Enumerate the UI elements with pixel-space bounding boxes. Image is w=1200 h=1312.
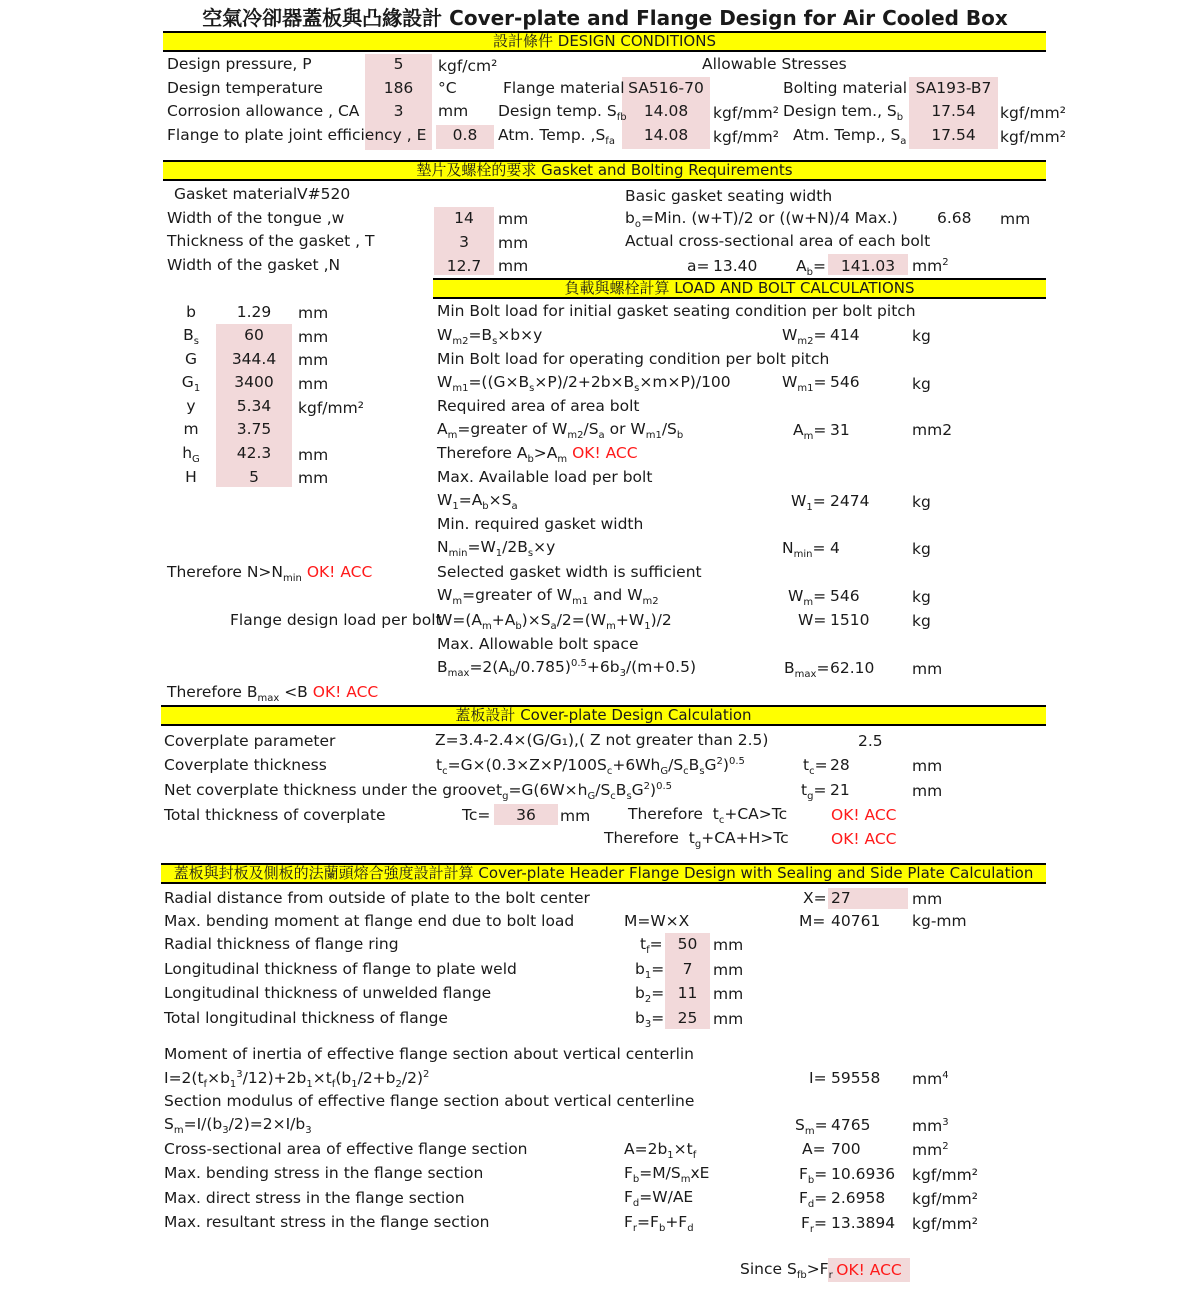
m-unit: kg-mm xyxy=(912,912,967,930)
b1-value: 7 xyxy=(682,960,693,978)
param-hg-name: $h_G$ xyxy=(182,444,200,466)
fr-value: 13.3894 xyxy=(831,1214,896,1232)
tf-symbol: $t_f=$ xyxy=(640,935,663,957)
z-formula: Z=3.4-2.4×(G/G₁),( Z not greater than 2.5) xyxy=(435,731,769,749)
i-value: 59558 xyxy=(831,1069,881,1087)
fd-value: 2.6958 xyxy=(831,1189,886,1207)
w1-value: 2474 xyxy=(830,492,870,510)
m-label: M= xyxy=(799,912,826,930)
a-flange-value: 700 xyxy=(831,1140,861,1158)
fd-formula: $F_d=W/AE$ xyxy=(624,1188,694,1210)
b2-value: 11 xyxy=(677,984,698,1002)
header-flange-header: 蓋板與封板及側板的法蘭頭熔合強度設計計算 Cover-plate Header Flange Design with Sealing and Side Plate Calculation xyxy=(161,863,1046,884)
sm-unit: $mm^3$ xyxy=(912,1116,949,1135)
max-available-label: Max. Available load per bolt xyxy=(437,468,653,486)
bolt-atm-temp-value: 17.54 xyxy=(931,126,976,144)
param-bs-unit: mm xyxy=(298,328,329,346)
bmax-value: 62.10 xyxy=(830,659,875,677)
bolt-atm-temp-unit: kgf/mm² xyxy=(1000,128,1066,146)
tg-check: Therefore $t_g+CA+H>Tc$ xyxy=(604,829,789,851)
fr-formula: $F_r=F_b+F_d$ xyxy=(624,1213,694,1235)
wm2-unit: kg xyxy=(912,327,931,345)
ab-unit: $mm^2$ xyxy=(912,256,949,275)
min-operating-label: Min Bolt load for operating condition per bolt pitch xyxy=(437,350,830,368)
tg-check-ok: OK! ACC xyxy=(831,830,897,848)
i-label: I= xyxy=(809,1069,827,1087)
tc-label: $t_c=$ xyxy=(803,756,828,778)
fb-formula: $F_b=M/S_mxE$ xyxy=(624,1164,710,1186)
param-h-unit: mm xyxy=(298,469,329,487)
tc-check-ok: OK! ACC xyxy=(831,806,897,824)
nmin-unit: kg xyxy=(912,540,931,558)
b2-unit: mm xyxy=(713,985,744,1003)
bmax-ok: OK! ACC xyxy=(312,683,379,701)
flange-atm-temp-label: Atm. Temp. $,S_{fa}$ xyxy=(498,126,615,148)
a-label: a= xyxy=(687,257,710,275)
bolt-design-temp-label: Design tem., $S_b$ xyxy=(783,102,904,124)
bmax-label: $B_{max}=$ xyxy=(784,659,830,681)
w1-formula: $W_1=A_b\times S_a$ xyxy=(437,491,518,513)
bmax-unit: mm xyxy=(912,660,943,678)
m-value: 40761 xyxy=(831,912,881,930)
bolt-atm-temp-label: Atm. Temp., $S_a$ xyxy=(793,126,907,148)
min-seating-label: Min Bolt load for initial gasket seating condition per bolt pitch xyxy=(437,302,916,320)
gasket-header: 墊片及螺栓的要求 Gasket and Bolting Requirements xyxy=(163,160,1046,181)
am-unit: mm2 xyxy=(912,421,953,439)
tongue-value: 14 xyxy=(454,209,474,227)
wm1-label: $W_{m1}=$ xyxy=(782,373,827,395)
corrosion-unit: mm xyxy=(438,102,469,120)
pressure-label: Design pressure, P xyxy=(167,55,312,73)
tc-check: Therefore $t_c+CA>Tc$ xyxy=(628,805,788,827)
x-unit: mm xyxy=(912,890,943,908)
w1-unit: kg xyxy=(912,493,931,511)
gasket-width-label: Width of the gasket ,N xyxy=(167,256,341,274)
wm-value: 546 xyxy=(830,587,860,605)
wm1-unit: kg xyxy=(912,375,931,393)
param-g1-value: 3400 xyxy=(234,373,274,391)
load-header: 負載與螺栓計算 LOAD AND BOLT CALCULATIONS xyxy=(433,278,1046,299)
total-thickness-value: 36 xyxy=(516,806,536,824)
b3-unit: mm xyxy=(713,1010,744,1028)
param-g1-name: $G_1$ xyxy=(181,373,201,395)
b3-label: Total longitudinal thickness of flange xyxy=(164,1009,448,1027)
z-value: 2.5 xyxy=(858,732,883,750)
temperature-unit: °C xyxy=(438,79,457,97)
param-b-name: b xyxy=(186,303,196,321)
pressure-value: 5 xyxy=(393,55,404,73)
param-g-unit: mm xyxy=(298,351,329,369)
param-b-unit: mm xyxy=(298,304,329,322)
tf-unit: mm xyxy=(713,936,744,954)
param-b-value: 1.29 xyxy=(236,303,272,321)
tc-value: 28 xyxy=(830,756,850,774)
sm-formula: $S_m=I/(b_3/2)=2\times I/b_3$ xyxy=(164,1115,312,1137)
fd-label: Max. direct stress in the flange section xyxy=(164,1189,465,1207)
ab-label: $A_b=$ xyxy=(796,257,826,279)
param-m-name: m xyxy=(183,420,199,438)
w-formula: $W=(A_m+A_b)\times S_a/2=(W_m+W_1)/2$ xyxy=(437,611,672,633)
ab-am-ok: OK! ACC xyxy=(572,444,638,462)
b1-label: Longitudinal thickness of flange to plate weld xyxy=(164,960,517,978)
b3-value: 25 xyxy=(677,1009,698,1027)
b2-symbol: $b_2=$ xyxy=(635,984,665,1006)
inertia-formula: $I=2(t_f\times b_1^3/12)+2b_1\times t_f(b_1/2+b_2/2)^2$ xyxy=(164,1068,430,1091)
tongue-label: Width of the tongue ,w xyxy=(167,209,345,227)
inertia-label: Moment of inertia of effective flange section about vertical centerlin xyxy=(164,1045,695,1063)
param-y-value: 5.34 xyxy=(236,397,272,415)
param-m-value: 3.75 xyxy=(236,420,272,438)
basic-width-label: Basic gasket seating width xyxy=(625,187,833,205)
a-flange-unit: $mm^2$ xyxy=(912,1140,949,1159)
nmin-formula: $N_{min}=W_1/2B_s\times y$ xyxy=(437,538,556,560)
w-label: W= xyxy=(798,611,827,629)
nmin-label: $N_{min}=$ xyxy=(782,539,826,561)
coverplate-header: 蓋板設計 Cover-plate Design Calculation xyxy=(161,705,1046,726)
net-thickness-label: Net coverplate thickness under the groove xyxy=(164,781,496,799)
param-bs-name: $B_s$ xyxy=(183,326,199,348)
n-nmin-check: Therefore $N>N_{min}$ OK! ACC xyxy=(167,563,373,585)
sm-label: $S_m=$ xyxy=(795,1116,828,1138)
tg-formula: $t_g=G(6W\times h_G/S_cB_sG^2)^{0.5}$ xyxy=(496,780,673,803)
flange-atm-temp-unit: kgf/mm² xyxy=(713,128,779,146)
radial-distance-label: Radial distance from outside of plate to the bolt center xyxy=(164,889,590,907)
fb-symbol: $F_b=$ xyxy=(799,1165,828,1187)
fr-symbol: $F_r=$ xyxy=(801,1214,828,1236)
tf-label: Radial thickness of flange ring xyxy=(164,935,399,953)
wm-unit: kg xyxy=(912,588,931,606)
a-formula: $A=2b_1\times t_f$ xyxy=(624,1140,697,1162)
wm1-value: 546 xyxy=(830,373,860,391)
param-h-name: H xyxy=(185,468,197,486)
tongue-unit: mm xyxy=(498,210,529,228)
flange-design-temp-unit: kgf/mm² xyxy=(713,104,779,122)
gasket-material-label: Gasket material xyxy=(174,185,298,203)
wm2-value: 414 xyxy=(830,326,860,344)
tg-unit: mm xyxy=(912,782,943,800)
flange-design-temp-label: Design temp. $S_{fb}$ xyxy=(498,102,627,124)
tg-value: 21 xyxy=(830,781,850,799)
tg-label: $t_g=$ xyxy=(801,781,827,803)
w-unit: kg xyxy=(912,612,931,630)
param-g-name: G xyxy=(184,350,197,368)
required-area-label: Required area of area bolt xyxy=(437,397,640,415)
b2-label: Longitudinal thickness of unwelded flange xyxy=(164,984,492,1002)
param-hg-value: 42.3 xyxy=(236,444,272,462)
wm1-formula: $W_{m1}=((G\times B_s\times P)/2+2b\times B_s\times m\times P)/100$ xyxy=(437,373,731,395)
bmax-check: Therefore $B_{max} <B$ OK! ACC xyxy=(167,683,379,705)
coverplate-thickness-label: Coverplate thickness xyxy=(164,756,327,774)
b0-value: 6.68 xyxy=(937,209,972,227)
ab-value: 141.03 xyxy=(840,257,896,275)
param-y-unit: kgf/mm² xyxy=(298,399,364,417)
bolting-material-value: SA193-B7 xyxy=(915,79,992,97)
since-check: Since $S_{fb}>F_r$ xyxy=(740,1260,833,1282)
design-conditions-header: 設計條件 DESIGN CONDITIONS xyxy=(163,31,1046,52)
x-label: X= xyxy=(803,889,827,907)
param-g1-unit: mm xyxy=(298,375,329,393)
temperature-label: Design temperature xyxy=(167,79,323,97)
total-thickness-prefix: Tc= xyxy=(462,806,491,824)
am-formula: $A_m=greater$ of $W_{m2}/S_a$ or $W_{m1}/S_b$ xyxy=(437,420,684,442)
max-moment-label: Max. bending moment at flange end due to bolt load xyxy=(164,912,575,930)
gasket-thickness-unit: mm xyxy=(498,234,529,252)
temperature-value: 186 xyxy=(383,79,414,97)
w1-label: $W_1=$ xyxy=(791,492,826,514)
am-value: 31 xyxy=(830,421,850,439)
max-space-label: Max. Allowable bolt space xyxy=(437,635,639,653)
fd-symbol: $F_d=$ xyxy=(799,1189,828,1211)
tc-formula: $t_c=G\times(0.3\times Z\times P/100S_c+6Wh_G/S_cB_sG^2)^{0.5}$ xyxy=(436,755,745,778)
param-y-name: y xyxy=(186,397,196,415)
b1-unit: mm xyxy=(713,961,744,979)
flange-design-temp-value: 14.08 xyxy=(643,102,689,120)
wm-label: $W_m=$ xyxy=(788,587,827,609)
tc-unit: mm xyxy=(912,757,943,775)
b1-symbol: $b_1=$ xyxy=(635,960,665,982)
am-label: $A_m=$ xyxy=(793,421,827,443)
m-formula: M=W×X xyxy=(624,912,690,930)
fr-unit: kgf/mm² xyxy=(912,1215,978,1233)
bmax-formula: $B_{max}=2(A_b/0.785)^{0.5}+6b_3/(m+0.5)$ xyxy=(437,657,696,680)
bolting-material-label: Bolting material xyxy=(783,79,908,97)
param-g-value: 344.4 xyxy=(231,350,277,368)
bolt-design-temp-unit: kgf/mm² xyxy=(1000,104,1066,122)
flange-material-value: SA516-70 xyxy=(628,79,704,97)
efficiency-value: 0.8 xyxy=(452,126,478,144)
flange-material-label: Flange material xyxy=(503,79,625,97)
fb-value: 10.6936 xyxy=(831,1165,896,1183)
area-label: Actual cross-sectional area of each bolt xyxy=(625,232,931,250)
gasket-material-value: V#520 xyxy=(297,185,351,203)
sufficient-label: Selected gasket width is sufficient xyxy=(437,563,702,581)
coverplate-parameter-label: Coverplate parameter xyxy=(164,732,336,750)
allowable-stresses-label: Allowable Stresses xyxy=(702,55,847,73)
gasket-width-value: 12.7 xyxy=(446,257,482,275)
a-value: 13.40 xyxy=(713,257,758,275)
fr-label: Max. resultant stress in the flange section xyxy=(164,1213,490,1231)
gasket-thickness-value: 3 xyxy=(459,233,469,251)
flange-design-load-label: Flange design load per bolt xyxy=(230,611,442,629)
total-thickness-unit: mm xyxy=(560,807,591,825)
total-thickness-label: Total thickness of coverplate xyxy=(164,806,386,824)
pressure-unit: kgf/cm² xyxy=(438,57,498,75)
wm-formula: $W_m=greater$ of $W_{m1}$ and $W_{m2}$ xyxy=(437,586,659,608)
wm2-label: $W_{m2}=$ xyxy=(782,326,827,348)
b0-formula: $b_o=Min$. (w+T)/2 or ((w+N)/4 Max.) xyxy=(625,209,898,231)
b3-symbol: $b_3=$ xyxy=(635,1009,665,1031)
ab-am-check: Therefore $A_b>A_m$ OK! ACC xyxy=(437,444,638,466)
w-value: 1510 xyxy=(830,611,870,629)
min-gasket-width-label: Min. required gasket width xyxy=(437,515,644,533)
param-hg-unit: mm xyxy=(298,446,329,464)
since-check-ok: OK! ACC xyxy=(836,1261,902,1279)
b0-unit: mm xyxy=(1000,210,1031,228)
page-title: 空氣冷卻器蓋板與凸緣設計 Cover-plate and Flange Design for Air Cooled Box xyxy=(202,6,1008,30)
param-h-value: 5 xyxy=(249,468,259,486)
modulus-label: Section modulus of effective flange section about vertical centerline xyxy=(164,1092,695,1110)
x-value: 27 xyxy=(831,889,851,907)
fd-unit: kgf/mm² xyxy=(912,1190,978,1208)
nmin-value: 4 xyxy=(830,539,840,557)
n-nmin-ok: OK! ACC xyxy=(306,563,373,581)
area-label: Cross-sectional area of effective flange section xyxy=(164,1140,528,1158)
efficiency-label: Flange to plate joint efficiency , E xyxy=(167,126,427,144)
i-unit: $mm^4$ xyxy=(912,1069,949,1088)
gasket-thickness-label: Thickness of the gasket , T xyxy=(167,232,375,250)
sm-value: 4765 xyxy=(831,1116,871,1134)
fb-label: Max. bending stress in the flange section xyxy=(164,1164,484,1182)
corrosion-label: Corrosion allowance , CA xyxy=(167,102,360,120)
corrosion-value: 3 xyxy=(393,102,404,120)
flange-atm-temp-value: 14.08 xyxy=(643,126,689,144)
gasket-width-unit: mm xyxy=(498,257,529,275)
fb-unit: kgf/mm² xyxy=(912,1166,978,1184)
tf-value: 50 xyxy=(677,935,698,953)
a-flange-label: A= xyxy=(802,1140,826,1158)
bolt-design-temp-value: 17.54 xyxy=(931,102,976,120)
param-bs-value: 60 xyxy=(244,326,264,344)
wm2-formula: $W_{m2}=B_s\times b\times y$ xyxy=(437,326,543,348)
